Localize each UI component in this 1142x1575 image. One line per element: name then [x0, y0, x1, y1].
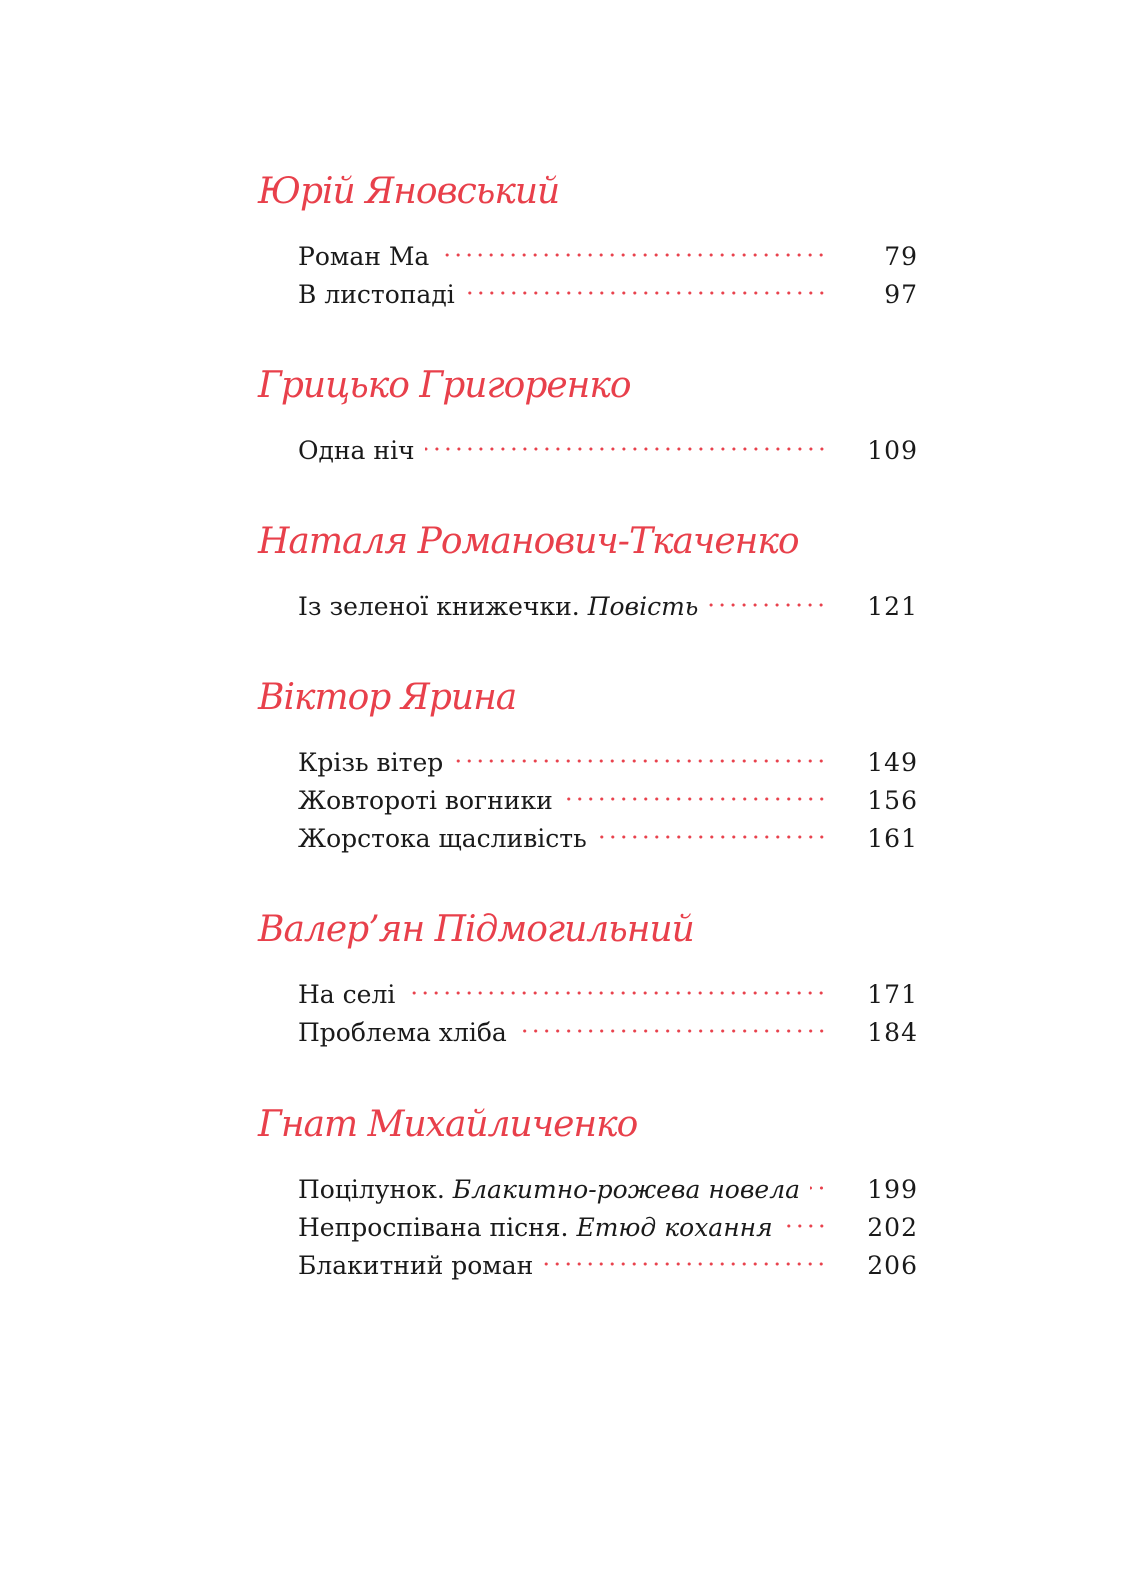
entry-title: Поцілунок. — [298, 1175, 445, 1204]
author-heading: Валер’ян Підмогильний — [258, 909, 694, 950]
dot-leader — [405, 974, 828, 1012]
author-heading: Юрій Яновський — [258, 171, 560, 212]
entry-title: Жовтороті вогники — [298, 786, 553, 815]
toc-section — [258, 170, 918, 314]
page-number: 199 — [867, 1175, 918, 1204]
entry-title: В листопаді — [298, 280, 455, 309]
toc-entry[interactable] — [298, 276, 918, 314]
entry-title-group — [298, 744, 443, 782]
dot-leader — [543, 1245, 828, 1283]
toc-section — [258, 364, 918, 470]
dot-leader — [597, 818, 828, 856]
entry-subtitle: Повість — [587, 592, 699, 621]
dot-leader — [810, 1169, 828, 1207]
author-heading: Грицько Григоренко — [258, 365, 631, 406]
entry-title: Непроспівана пісня. — [298, 1213, 569, 1242]
page-number: 171 — [867, 980, 918, 1009]
author-heading: Наталя Романович-Ткаченко — [258, 521, 799, 562]
entry-title: Жорстока щасливість — [298, 824, 587, 853]
toc-entry[interactable] — [298, 820, 918, 858]
dot-leader — [783, 1207, 828, 1245]
entry-title-group — [298, 976, 395, 1014]
entry-title-group — [298, 238, 429, 276]
author-heading: Віктор Ярина — [258, 677, 517, 718]
entry-title-group — [298, 782, 553, 820]
toc-entry[interactable] — [298, 976, 918, 1014]
toc-section — [258, 676, 918, 858]
entry-title-group — [298, 1247, 533, 1285]
author-heading: Гнат Михайличенко — [258, 1104, 638, 1145]
page-number: 206 — [867, 1251, 918, 1280]
entry-list — [258, 588, 918, 626]
toc-entry[interactable] — [298, 782, 918, 820]
page-number: 156 — [867, 786, 918, 815]
toc-entry[interactable] — [298, 1171, 918, 1209]
entry-title-group — [298, 588, 698, 626]
entry-title: Одна ніч — [298, 436, 415, 465]
entry-title: Крізь вітер — [298, 748, 444, 777]
page-number: 202 — [867, 1213, 918, 1242]
toc-entry[interactable] — [298, 744, 918, 782]
entry-title: Проблема хліба — [298, 1018, 507, 1047]
page-number: 184 — [867, 1018, 918, 1047]
dot-leader — [708, 586, 828, 624]
dot-leader — [425, 430, 828, 468]
entry-title-group — [298, 820, 587, 858]
page-number: 161 — [867, 824, 918, 853]
toc-entry[interactable] — [298, 1209, 918, 1247]
toc-entry[interactable] — [298, 432, 918, 470]
entry-subtitle: Етюд кохання — [576, 1213, 773, 1242]
dot-leader — [517, 1012, 828, 1050]
entry-title: Блакитний роман — [298, 1251, 534, 1280]
entry-list — [258, 976, 918, 1052]
page-number: 149 — [867, 748, 918, 777]
page-number: 79 — [884, 242, 918, 271]
entry-title-group — [298, 1171, 800, 1209]
toc-entry[interactable] — [298, 1014, 918, 1052]
entry-title-group — [298, 1209, 773, 1247]
entry-title: Роман Ма — [298, 242, 430, 271]
entry-title-group — [298, 1014, 507, 1052]
dot-leader — [563, 780, 828, 818]
page-number: 109 — [867, 436, 918, 465]
toc-entry[interactable] — [298, 238, 918, 276]
toc-entry[interactable] — [298, 1247, 918, 1285]
dot-leader — [439, 236, 828, 274]
entry-list — [258, 238, 918, 314]
dot-leader — [465, 274, 828, 312]
entry-subtitle: Блакитно-рожева новела — [452, 1175, 801, 1204]
entry-list — [258, 744, 918, 858]
toc-section — [258, 908, 918, 1052]
entry-title: Із зеленої книжечки. — [298, 592, 580, 621]
page-number: 121 — [867, 592, 918, 621]
dot-leader — [453, 742, 828, 780]
entry-title-group — [298, 276, 455, 314]
toc-section — [258, 520, 918, 626]
entry-list — [258, 432, 918, 470]
toc-entry[interactable] — [298, 588, 918, 626]
entry-title-group — [298, 432, 415, 470]
page-number: 97 — [884, 280, 918, 309]
toc-section — [258, 1103, 918, 1285]
entry-title: На селі — [298, 980, 396, 1009]
entry-list — [258, 1171, 918, 1285]
